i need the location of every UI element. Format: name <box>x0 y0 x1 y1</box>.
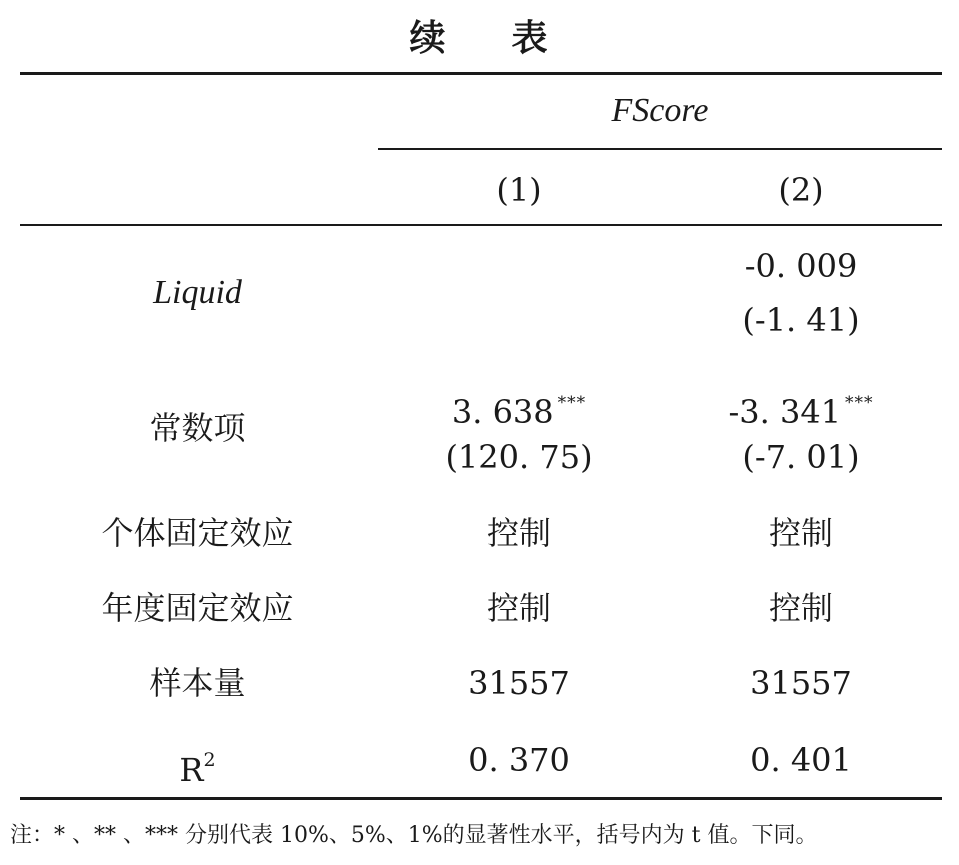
constant-coef-col2-value: -3. 341 <box>728 393 842 431</box>
constant-tstat-col2: (-7. 01) <box>742 438 860 476</box>
constant-tstat-col1: (120. 75) <box>445 438 593 476</box>
r-squared-col2: 0. 401 <box>750 741 852 779</box>
dependent-variable-header: FScore <box>611 92 709 129</box>
liquid-coef-col2: -0. 009 <box>744 247 858 285</box>
constant-stars-col1: *** <box>557 393 587 413</box>
table-title <box>0 10 959 61</box>
year-fe-col1: 控制 <box>486 589 551 627</box>
r-squared-label: R <box>179 751 204 789</box>
individual-fe-col1: 控制 <box>486 514 551 552</box>
r-squared-superscript: 2 <box>203 749 216 771</box>
constant-coef-col2 <box>660 383 942 432</box>
constant-stars-col2: *** <box>845 393 874 413</box>
liquid-tstat-col2: (-1. 41) <box>742 301 860 339</box>
constant-coef-col1-value: 3. 638 <box>451 393 554 431</box>
individual-fe-col2: 控制 <box>768 514 833 552</box>
header-rule <box>20 224 942 226</box>
column-header-2: (2) <box>778 171 824 209</box>
sample-size-col2: 31557 <box>750 664 852 702</box>
constant-coef-col1 <box>378 383 660 432</box>
year-fe-col2: 控制 <box>768 589 833 627</box>
top-rule <box>20 72 942 75</box>
row-label-year-fe: 年度固定效应 <box>101 589 294 627</box>
sample-size-col1: 31557 <box>468 664 570 702</box>
r-squared-col1: 0. 370 <box>468 741 570 779</box>
table-note: 注：* 、** 、*** 分别代表 10%、5%、1%的显著性水平，括号内为 t 值。下同。 <box>10 823 818 848</box>
title-part-1: 续 <box>409 17 448 59</box>
header-sub-rule <box>378 148 942 150</box>
title-part-2: 表 <box>511 17 550 59</box>
bottom-rule <box>20 797 942 800</box>
row-label-constant: 常数项 <box>149 409 246 447</box>
row-label-liquid: Liquid <box>153 274 242 311</box>
row-label-individual-fe: 个体固定效应 <box>101 514 294 552</box>
row-label-r-squared <box>20 740 375 790</box>
column-header-1: (1) <box>496 171 542 209</box>
row-label-sample-size: 样本量 <box>149 664 246 702</box>
